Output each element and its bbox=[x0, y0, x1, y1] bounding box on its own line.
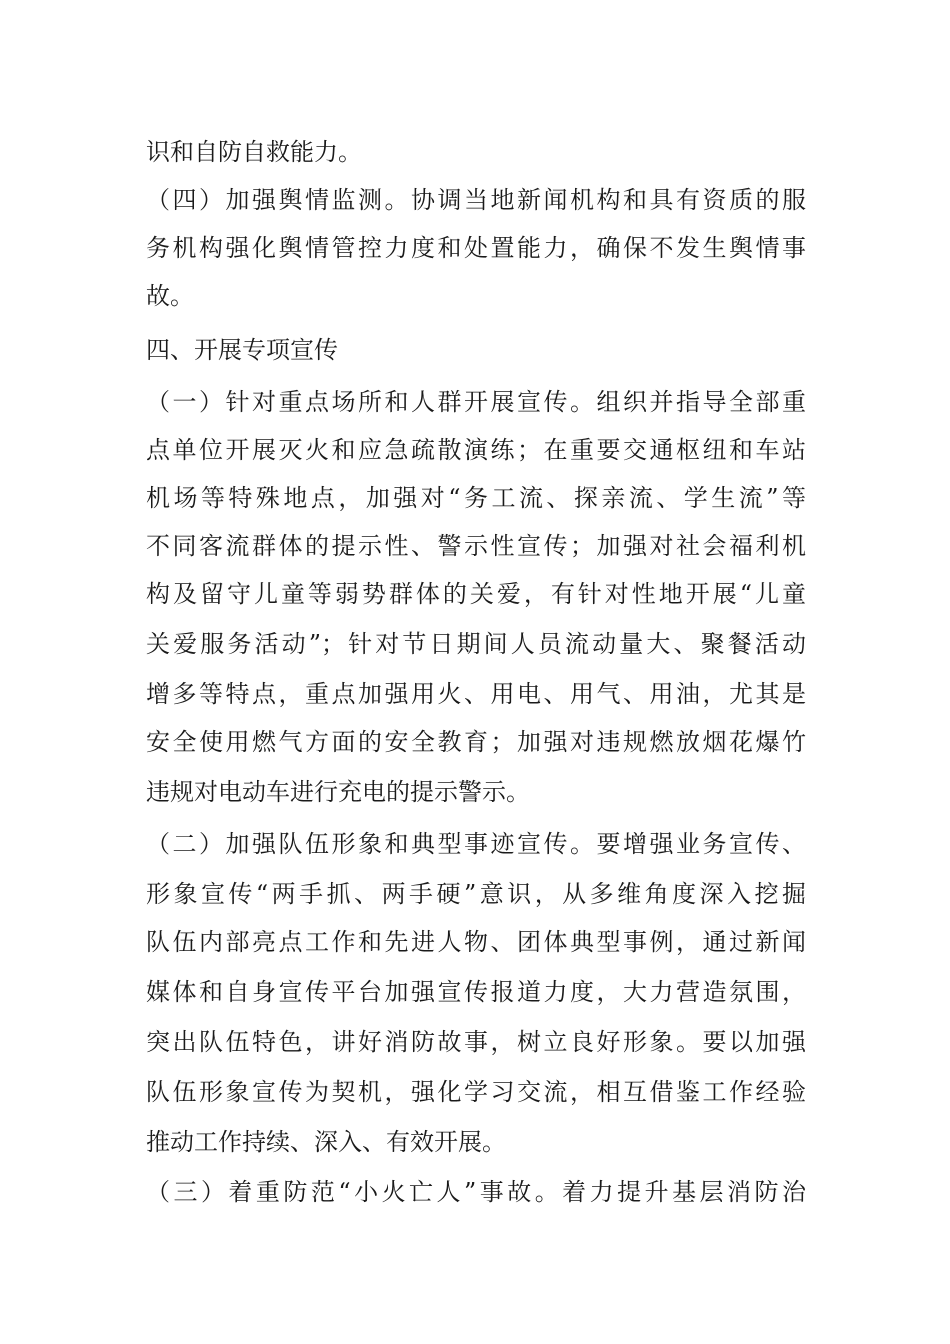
section-heading: 四、开展专项宣传 bbox=[146, 336, 338, 364]
text-line: 安全使用燃气方面的安全教育；加强对违规燃放烟花爆竹 bbox=[146, 728, 806, 756]
text-line: 媒体和自身宣传平台加强宣传报道力度，大力营造氛围， bbox=[146, 978, 806, 1006]
text-line: （二）加强队伍形象和典型事迹宣传。要增强业务宣传、 bbox=[146, 830, 806, 858]
text-line: （三）着重防范“小火亡人”事故。着力提升基层消防治 bbox=[146, 1178, 806, 1206]
text-line: 构及留守儿童等弱势群体的关爱，有针对性地开展“儿童 bbox=[146, 580, 806, 608]
text-line: 形象宣传“两手抓、两手硬”意识，从多维角度深入挖掘 bbox=[146, 880, 806, 908]
text-line: 不同客流群体的提示性、警示性宣传；加强对社会福利机 bbox=[146, 532, 806, 560]
text-line: 队伍形象宣传为契机，强化学习交流，相互借鉴工作经验 bbox=[146, 1078, 806, 1106]
text-line: 增多等特点，重点加强用火、用电、用气、用油，尤其是 bbox=[146, 680, 806, 708]
text-line: （一）针对重点场所和人群开展宣传。组织并指导全部重 bbox=[146, 388, 806, 416]
text-line: 关爱服务活动”；针对节日期间人员流动量大、聚餐活动 bbox=[146, 630, 806, 658]
text-line: 突出队伍特色，讲好消防故事，树立良好形象。要以加强 bbox=[146, 1028, 806, 1056]
text-line: 故。 bbox=[146, 282, 194, 310]
text-line: 识和自防自救能力。 bbox=[146, 138, 362, 166]
text-line: 点单位开展灭火和应急疏散演练；在重要交通枢纽和车站 bbox=[146, 436, 806, 464]
text-line: 机场等特殊地点，加强对“务工流、探亲流、学生流”等 bbox=[146, 484, 806, 512]
text-line: 违规对电动车进行充电的提示警示。 bbox=[146, 778, 530, 806]
text-line: 队伍内部亮点工作和先进人物、团体典型事例，通过新闻 bbox=[146, 928, 806, 956]
text-line: 务机构强化舆情管控力度和处置能力，确保不发生舆情事 bbox=[146, 234, 806, 262]
text-line: （四）加强舆情监测。协调当地新闻机构和具有资质的服 bbox=[146, 186, 806, 214]
text-line: 推动工作持续、深入、有效开展。 bbox=[146, 1128, 506, 1156]
